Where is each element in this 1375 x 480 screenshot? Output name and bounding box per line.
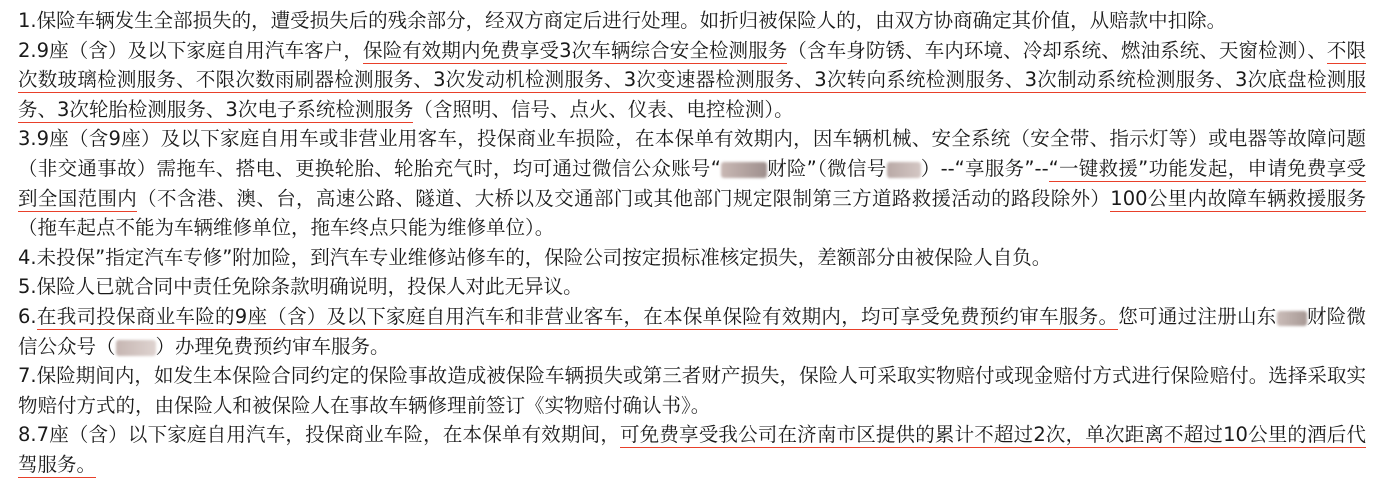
clause-text: 6. — [18, 304, 37, 328]
clause-text: （拖车起点不能为车辆维修单位，拖车终点只能为维修单位）。 — [18, 216, 555, 240]
clause-text: 7.保险期间内，如发生本保险合同约定的保险事故造成被保险车辆损失或第三者财产损失，保险人可采取实物赔付或现金赔付方式进行保险赔付。选择采取实物赔付方式的，由保险人和被保险人在事故车辆修理前签订《实物赔付确认书》。 — [18, 364, 1366, 417]
clause-text: ）办理免费预约审车服务。 — [155, 334, 390, 358]
highlighted-clause-text: 可免费享受我公司在济南市区提供的累计不超过2次，单次距离不超过10公里的酒后代驾服务。 — [18, 423, 1366, 476]
clause-paragraph — [18, 272, 1366, 302]
document-body — [18, 6, 1366, 480]
clause-text: 财险”（微信号 — [766, 156, 887, 180]
redacted-text-blob — [721, 162, 767, 178]
clause-paragraph — [18, 243, 1366, 273]
clause-paragraph — [18, 361, 1366, 420]
clause-text: ）--“享服务”-- — [920, 156, 1049, 180]
clause-text: （含照明、信号、点火、仪表、电控检测）。 — [413, 97, 794, 121]
highlighted-clause-text: 保险有效期内免费享受3次车辆综合安全检测服务 — [362, 38, 788, 62]
highlighted-clause-text: 不限次数玻璃检测服务、不限次数雨刷器检测服务、3次发动机检测服务、3次变速器检测服务、3次转向系统检测服务、3次制动系统检测服务、3次底盘检测服务、3次轮胎检测服务、3次电子系统检测服务 — [18, 38, 1366, 121]
highlighted-clause-text: “一键救援”功能发起，申请免费享受到全国范围内 — [18, 156, 1366, 210]
clause-text: （不含港、澳、台，高速公路、隧道、大桥以及交通部门或其他部门规定限制第三方道路救援活动的路段除外） — [137, 186, 1111, 210]
clause-text: 5.保险人已就合同中责任免除条款明确说明，投保人对此无异议。 — [18, 275, 583, 299]
clause-text: 财险微信公众号（ — [18, 304, 1366, 358]
clause-paragraph — [18, 36, 1366, 125]
highlighted-clause-text: 在我司投保商业车险的9座（含）及以下家庭自用汽车和非营业客车，在本保单保险有效期内，均可享受免费预约审车服务。 — [36, 304, 1119, 328]
clause-text: 2.9座（含）及以下家庭自用汽车客户， — [18, 38, 363, 62]
redacted-text-blob — [1277, 311, 1307, 326]
highlighted-clause-text: 100公里内故障车辆救援服务 — [1110, 186, 1366, 210]
clause-paragraph — [18, 124, 1366, 242]
clause-text: （含车身防锈、车内环境、冷却系统、燃油系统、天窗检测）、 — [787, 38, 1327, 62]
redacted-text-blob — [116, 340, 156, 356]
clause-text: 您可通过注册山东 — [1118, 304, 1277, 328]
redacted-text-blob — [887, 162, 921, 178]
clause-text: 1.保险车辆发生全部损失的，遭受损失后的残余部分，经双方商定后进行处理。如折归被保险人的，由双方协商确定其价值，从赔款中扣除。 — [18, 9, 1227, 32]
clause-text: 8.7座（含）以下家庭自用汽车，投保商业车险，在本保单有效期间， — [18, 423, 620, 447]
clause-paragraph — [18, 302, 1366, 361]
clause-text: 3.9座（含9座）及以下家庭自用车或非营业用客车，投保商业车损险，在本保单有效期内，因车辆机械、安全系统（安全带、指示灯等）或电器等故障问题（非交通事故）需拖车、搭电、更换轮胎、轮胎充气时，均可通过微信公众账号“ — [18, 127, 1366, 180]
clause-paragraph — [18, 6, 1366, 36]
clause-paragraph — [18, 420, 1366, 479]
clause-text: 4.未投保”指定汽车专修”附加险，到汽车专业维修站修车的，保险公司按定损标准核定损失，差额部分由被保险人自负。 — [18, 245, 1052, 269]
